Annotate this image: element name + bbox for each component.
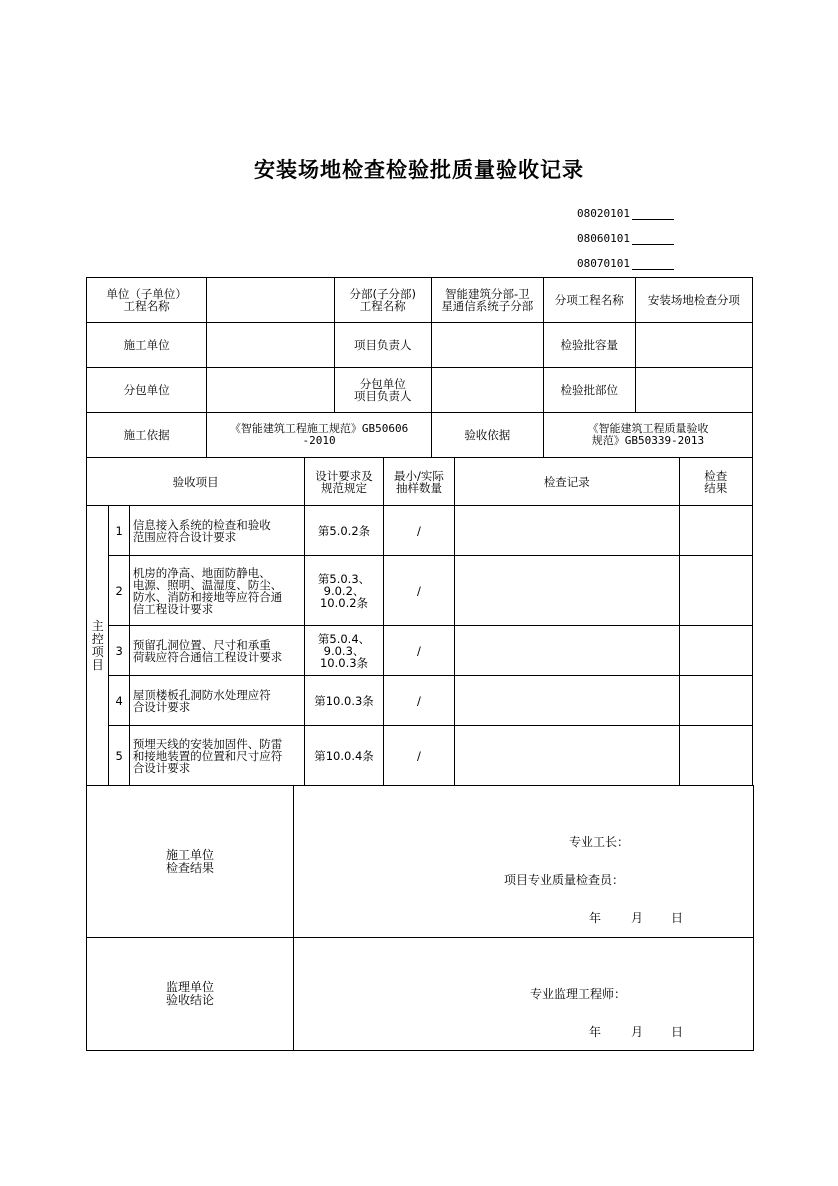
pm-label: 项目负责人: [334, 323, 431, 368]
item-record[interactable]: [455, 556, 679, 626]
col-record-header: 检查记录: [455, 458, 679, 506]
year-label: 年: [589, 1025, 602, 1039]
code-line-1: [577, 207, 674, 220]
inspection-items-table: [86, 457, 753, 786]
code-number: 08060101: [577, 232, 630, 245]
col-item-header: 验收项目: [87, 458, 305, 506]
table-row: [87, 726, 753, 786]
code-number: 08020101: [577, 207, 630, 220]
subitem-label: 分项工程名称: [543, 278, 635, 323]
code-line-3: [577, 257, 674, 270]
engineer-label: 专业监理工程师：: [530, 987, 627, 1001]
contractor-check-area[interactable]: [294, 786, 754, 938]
foreman-label: 专业工长：: [569, 835, 630, 849]
item-no: 5: [109, 726, 129, 786]
subcontractor-value[interactable]: [207, 368, 334, 413]
division-value[interactable]: 智能建筑分部-卫 星通信系统子分部: [431, 278, 543, 323]
table-row: [87, 676, 753, 726]
contractor-value[interactable]: [207, 323, 334, 368]
col-design-header: 设计要求及 规范规定: [305, 458, 384, 506]
code-number: 08070101: [577, 257, 630, 270]
batch-part-value[interactable]: [635, 368, 752, 413]
contractor-label: 施工单位: [87, 323, 207, 368]
batch-part-label: 检验批部位: [543, 368, 635, 413]
construction-basis-value[interactable]: 《智能建筑工程施工规范》GB50606 -2010: [207, 413, 431, 458]
year-label: 年: [589, 911, 602, 925]
month-label: 月: [631, 911, 644, 925]
unit-name-label: 单位（子单位） 工程名称: [87, 278, 207, 323]
day-label: 日: [671, 1025, 684, 1039]
item-spec: 第5.0.3、 9.0.2、 10.0.2条: [305, 556, 384, 626]
code-line-2: [577, 232, 674, 245]
item-text: 机房的净高、地面防静电、 电源、照明、温湿度、防尘、 防水、消防和接地等应符合通 信工程设计要求: [129, 556, 304, 626]
item-no: 3: [109, 626, 129, 676]
table-row: [87, 626, 753, 676]
item-spec: 第5.0.4、 9.0.3、 10.0.3条: [305, 626, 384, 676]
col-result-header: 检查 结果: [679, 458, 753, 506]
page-title: 安装场地检查检验批质量验收记录: [254, 157, 584, 182]
day-label: 日: [671, 911, 684, 925]
item-text: 预留孔洞位置、尺寸和承重 荷载应符合通信工程设计要求: [129, 626, 304, 676]
code-blank: [632, 233, 674, 245]
item-sample[interactable]: /: [383, 626, 454, 676]
supervisor-check-label: 监理单位 验收结论: [87, 938, 294, 1051]
acceptance-basis-label: 验收依据: [431, 413, 543, 458]
col-sample-header: 最小/实际 抽样数量: [383, 458, 454, 506]
item-sample[interactable]: /: [383, 506, 454, 556]
sub-pm-label: 分包单位 项目负责人: [334, 368, 431, 413]
item-record[interactable]: [455, 506, 679, 556]
item-spec: 第5.0.2条: [305, 506, 384, 556]
item-text: 信息接入系统的检查和验收 范围应符合设计要求: [129, 506, 304, 556]
item-record[interactable]: [455, 626, 679, 676]
item-record[interactable]: [455, 676, 679, 726]
subcontractor-label: 分包单位: [87, 368, 207, 413]
table-row: [87, 506, 753, 556]
month-label: 月: [631, 1025, 644, 1039]
item-result[interactable]: [679, 676, 753, 726]
signature-table: [86, 785, 754, 1051]
item-sample[interactable]: /: [383, 676, 454, 726]
division-label: 分部(子分部) 工程名称: [334, 278, 431, 323]
item-result[interactable]: [679, 556, 753, 626]
item-no: 1: [109, 506, 129, 556]
table-row: [87, 556, 753, 626]
item-sample[interactable]: /: [383, 726, 454, 786]
inspector-label: 项目专业质量检查员：: [504, 873, 625, 887]
item-no: 2: [109, 556, 129, 626]
item-no: 4: [109, 676, 129, 726]
subitem-value[interactable]: 安装场地检查分项: [635, 278, 752, 323]
item-text: 预埋天线的安装加固件、防雷 和接地装置的位置和尺寸应符 合设计要求: [129, 726, 304, 786]
item-spec: 第10.0.4条: [305, 726, 384, 786]
code-blank: [632, 258, 674, 270]
unit-name-value[interactable]: [207, 278, 334, 323]
pm-value[interactable]: [431, 323, 543, 368]
item-result[interactable]: [679, 626, 753, 676]
header-info-table: [86, 277, 753, 458]
contractor-check-label: 施工单位 检查结果: [87, 786, 294, 938]
item-sample[interactable]: /: [383, 556, 454, 626]
batch-capacity-value[interactable]: [635, 323, 752, 368]
batch-capacity-label: 检验批容量: [543, 323, 635, 368]
item-record[interactable]: [455, 726, 679, 786]
construction-basis-label: 施工依据: [87, 413, 207, 458]
code-blank: [632, 208, 674, 220]
item-text: 屋顶楼板孔洞防水处理应符 合设计要求: [129, 676, 304, 726]
supervisor-check-area[interactable]: [294, 938, 754, 1051]
item-result[interactable]: [679, 506, 753, 556]
main-control-label: 主 控 项 目: [87, 506, 109, 786]
sub-pm-value[interactable]: [431, 368, 543, 413]
item-result[interactable]: [679, 726, 753, 786]
acceptance-basis-value[interactable]: 《智能建筑工程质量验收 规范》GB50339-2013: [543, 413, 752, 458]
item-spec: 第10.0.3条: [305, 676, 384, 726]
